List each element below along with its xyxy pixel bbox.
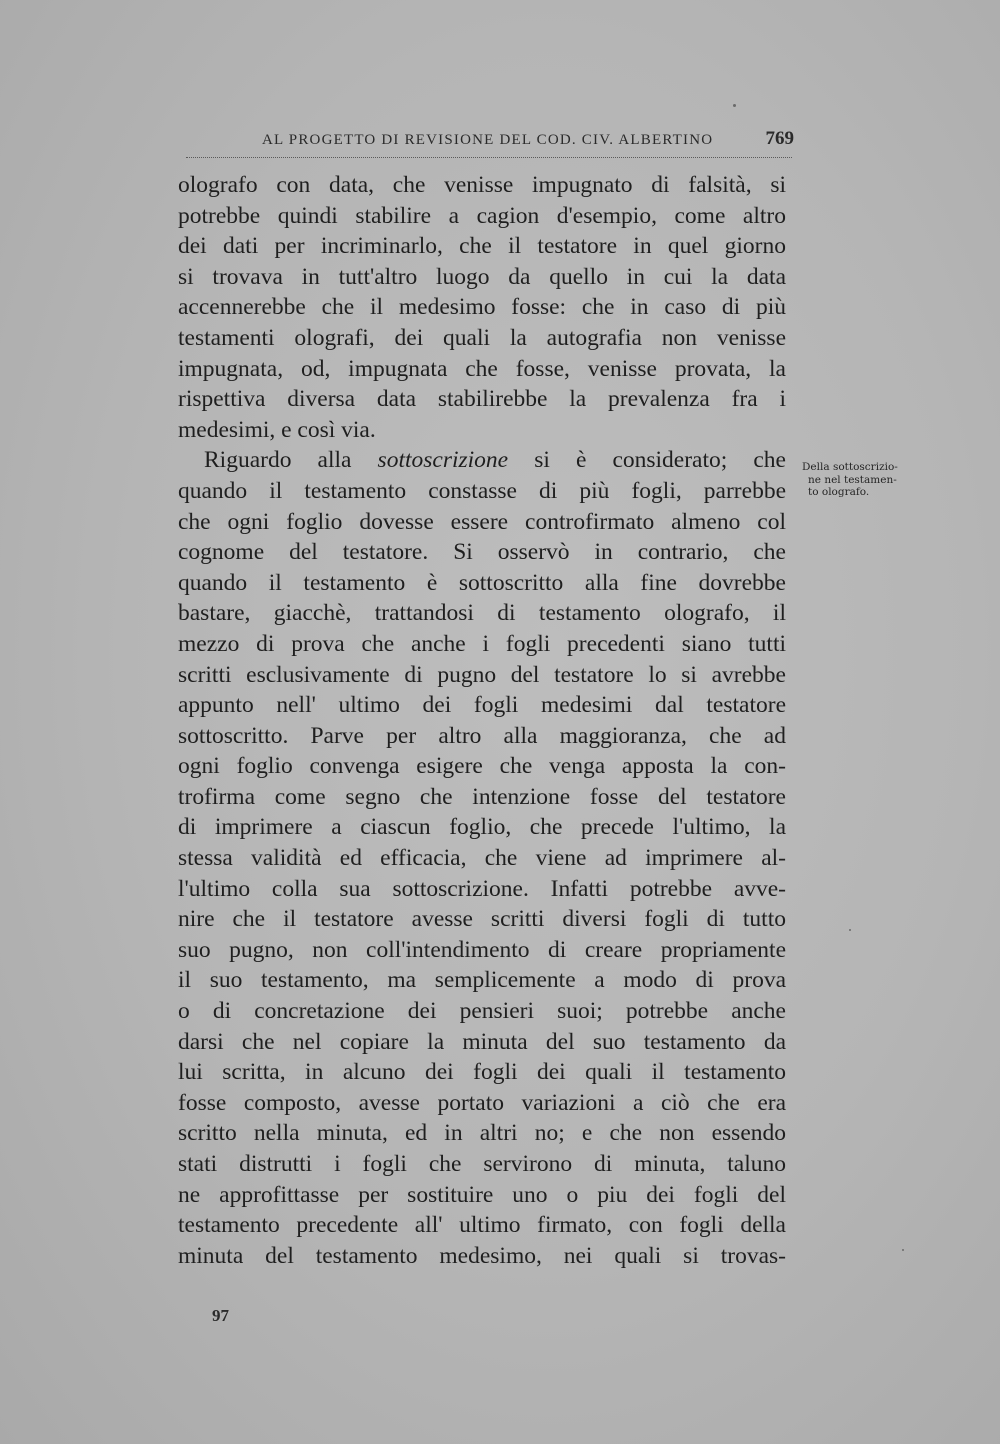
page-number: 769 [765,128,794,149]
text-line: mezzo di prova che anche i fogli precedenti siano tutti [178,630,786,657]
text-line: l'ultimo colla sua sottoscrizione. Infatti potrebbe avve- [178,875,786,902]
text-line: darsi che nel copiare la minuta del suo testamento da [178,1028,786,1055]
text-line: ne approfittasse per sostituire uno o piu dei fogli del [178,1181,786,1208]
text-line: suo pugno, non coll'intendimento di creare propriamente [178,936,786,963]
text-line: stati distrutti i fogli che servirono di minuta, taluno [178,1151,786,1177]
text-fragment: Riguardo alla [204,447,352,474]
paragraph-signature [178,445,786,1271]
text-line: medesimi, e così via. [178,416,376,443]
text-line: dei dati per incriminarlo, che il testatore in quel giorno [178,233,786,260]
text-line: appunto nell' ultimo dei fogli medesimi dal testatore [178,692,786,719]
text-line: bastare, giacchè, trattandosi di testamento olografo, il [178,600,786,627]
italic-term: sottoscrizione [377,447,509,474]
text-fragment: si è considerato; che [534,447,786,474]
text-line: che ogni foglio dovesse essere controfirmato almeno col [178,508,786,535]
text-line: impugnata, od, impugnata che fosse, venisse provata, la [178,355,786,382]
text-line: scritto nella minuta, ed in altri no; e che non essendo [178,1120,786,1147]
text-line: quando il testamento è sottoscritto alla fine dovrebbe [178,569,786,596]
text-line: stessa validità ed efficacia, che viene ad imprimere al- [178,845,786,872]
body-text [178,170,786,1271]
text-line: sottoscritto. Parve per altro alla maggioranza, che ad [178,722,786,749]
text-line: lui scritta, in alcuno dei fogli dei quali il testamento [178,1059,786,1086]
text-line: scritti esclusivamente di pugno del testatore lo si avrebbe [178,661,786,688]
margin-note-line: to olografo. [808,486,870,498]
text-line: accennerebbe che il medesimo fosse: che in caso di più [178,294,786,321]
text-line: si trovava in tutt'altro luogo da quello in cui la data [178,263,786,290]
text-line: olografo con data, che venisse impugnato di falsità, si [178,172,786,198]
running-title: AL PROGETTO DI REVISIONE DEL COD. CIV. ALBERTINO [262,132,714,148]
text-line: rispettiva diversa data stabilirebbe la prevalenza fra i [178,386,786,413]
paper-speck [849,929,851,931]
text-line: fosse composto, avesse portato variazioni a ciò che era [178,1089,786,1116]
text-line: quando il testamento constasse di più fogli, parrebbe [178,477,786,504]
signature-mark: 97 [212,1306,229,1325]
paper-speck [902,1249,904,1251]
text-line: di imprimere a ciascun foglio, che precede l'ultimo, la [178,814,786,841]
paragraph-continuation [178,170,786,445]
text-line: testamento precedente all' ultimo firmato, con fogli della [178,1212,786,1239]
page-header [262,130,794,154]
margin-note-line: Della sottoscrizio- [802,461,898,473]
text-line: trofirma come segno che intenzione fosse del testatore [178,783,786,810]
text-line: potrebbe quindi stabilire a cagion d'esempio, come altro [178,202,786,229]
text-line: ogni foglio convenga esigere che venga apposta la con- [178,753,786,780]
text-line: minuta del testamento medesimo, nei quali si trovas- [178,1242,786,1269]
text-line: cognome del testatore. Si osservò in contrario, che [178,539,786,566]
paper-speck [733,104,736,107]
text-line: testamenti olografi, dei quali la autografia non venisse [178,324,786,351]
text-line: nire che il testatore avesse scritti diversi fogli di tutto [178,906,786,933]
text-line: o di concretazione dei pensieri suoi; potrebbe anche [178,998,786,1025]
margin-note-line: ne nel testamen- [808,473,897,486]
margin-note [802,461,912,499]
text-line: il suo testamento, ma semplicemente a modo di prova [178,967,786,994]
text-line [178,445,786,476]
header-rule [186,157,792,158]
